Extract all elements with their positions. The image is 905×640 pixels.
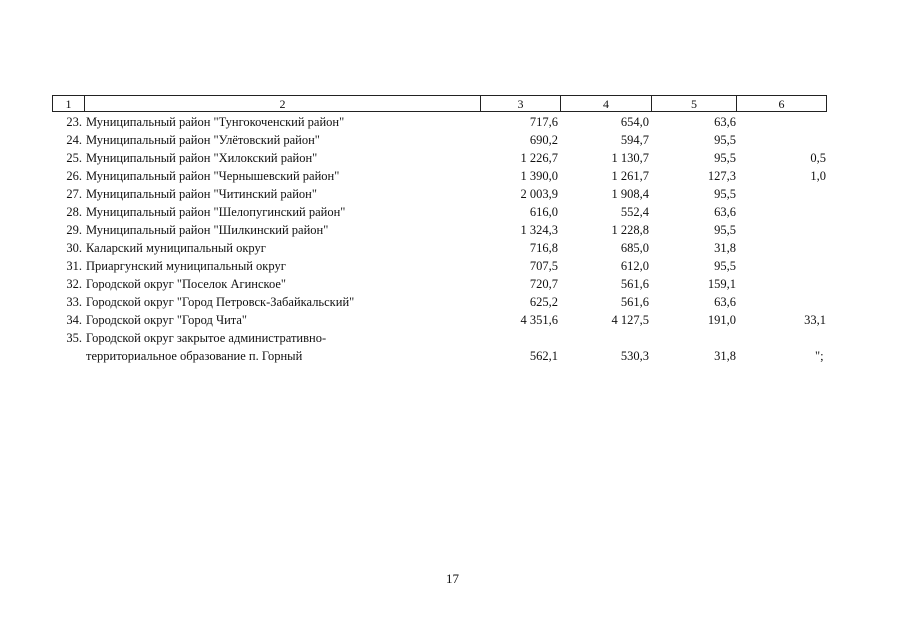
table-row [52, 167, 852, 185]
row-name: Городской округ "Поселок Агинское" [86, 277, 287, 291]
row-number: 34. [66, 313, 82, 327]
header-col-3: 3 [480, 95, 560, 112]
row-col-4: 1 908,4 [611, 187, 649, 201]
row-col-6: 1,0 [810, 169, 826, 183]
row-name: Муниципальный район "Чернышевский район" [86, 169, 340, 183]
row-name: Каларский муниципальный округ [86, 241, 266, 255]
page-number: 17 [446, 571, 459, 586]
header-col-6: 6 [736, 95, 827, 112]
row-number: 25. [66, 151, 82, 165]
row-col-3: 690,2 [529, 133, 558, 147]
row-col-5: 95,5 [714, 187, 736, 201]
row-col-3: 625,2 [529, 295, 558, 309]
row-name: Муниципальный район "Шелопугинский район" [86, 205, 346, 219]
row-number: 32. [66, 277, 82, 291]
row-name-line-1: Городской округ закрытое административно- [86, 331, 327, 345]
table-row [52, 275, 852, 293]
table-row [52, 221, 852, 239]
row-col-6: 0,5 [810, 151, 826, 165]
row-name: Муниципальный район "Шилкинский район" [86, 223, 329, 237]
row-name: Муниципальный район "Тунгокоченский район" [86, 115, 345, 129]
table-row [52, 203, 852, 221]
row-col-5: 31,8 [714, 349, 736, 363]
header-col-1: 1 [52, 95, 84, 112]
row-col-4: 561,6 [620, 295, 649, 309]
table-row [52, 113, 852, 131]
table-row [52, 293, 852, 311]
header-col-2: 2 [84, 95, 480, 112]
row-col-4: 612,0 [620, 259, 649, 273]
row-col-5: 95,5 [714, 151, 736, 165]
row-name-line-2: территориальное образование п. Горный [86, 349, 303, 363]
table-row [52, 257, 852, 275]
row-number: 28. [66, 205, 82, 219]
row-col-5: 127,3 [707, 169, 736, 183]
row-col-5: 63,6 [714, 115, 736, 129]
row-col-4: 654,0 [620, 115, 649, 129]
row-col-3: 616,0 [529, 205, 558, 219]
row-number: 27. [66, 187, 82, 201]
row-number: 33. [66, 295, 82, 309]
table-row [52, 149, 852, 167]
row-col-3: 720,7 [529, 277, 558, 291]
table-body [52, 113, 852, 365]
row-col-5: 63,6 [714, 205, 736, 219]
row-number: 29. [66, 223, 82, 237]
header-col-5: 5 [651, 95, 736, 112]
row-col-3: 562,1 [529, 349, 558, 363]
row-col-5: 95,5 [714, 259, 736, 273]
closing-quote-mark: "; [815, 349, 824, 363]
row-name: Муниципальный район "Хилокский район" [86, 151, 318, 165]
row-col-4: 1 228,8 [611, 223, 649, 237]
table-row [52, 185, 852, 203]
row-col-4: 4 127,5 [611, 313, 649, 327]
row-col-4: 1 261,7 [611, 169, 649, 183]
row-number: 26. [66, 169, 82, 183]
row-col-4: 552,4 [620, 205, 649, 219]
row-number: 35. [66, 331, 82, 345]
row-col-3: 2 003,9 [520, 187, 558, 201]
row-col-3: 716,8 [529, 241, 558, 255]
row-col-4: 1 130,7 [611, 151, 649, 165]
row-col-5: 31,8 [714, 241, 736, 255]
table-row [52, 131, 852, 149]
row-col-5: 95,5 [714, 223, 736, 237]
row-col-5: 95,5 [714, 133, 736, 147]
table-row [52, 311, 852, 329]
row-col-3: 717,6 [529, 115, 558, 129]
row-name: Приаргунский муниципальный округ [86, 259, 286, 273]
row-col-3: 1 324,3 [520, 223, 558, 237]
row-name: Городской округ "Город Чита" [86, 313, 248, 327]
row-col-5: 191,0 [707, 313, 736, 327]
row-number: 23. [66, 115, 82, 129]
table-row [52, 329, 852, 365]
row-col-4: 685,0 [620, 241, 649, 255]
table-row [52, 239, 852, 257]
row-number: 31. [66, 259, 82, 273]
row-col-3: 1 226,7 [520, 151, 558, 165]
row-number: 30. [66, 241, 82, 255]
table-header-row [52, 95, 827, 112]
row-number: 24. [66, 133, 82, 147]
row-col-3: 4 351,6 [520, 313, 558, 327]
row-col-5: 159,1 [707, 277, 736, 291]
row-col-5: 63,6 [714, 295, 736, 309]
header-col-4: 4 [560, 95, 651, 112]
row-col-4: 530,3 [620, 349, 649, 363]
row-col-4: 594,7 [620, 133, 649, 147]
row-name [86, 329, 481, 365]
row-name: Городской округ "Город Петровск-Забайкальский" [86, 295, 355, 309]
row-col-4: 561,6 [620, 277, 649, 291]
row-name: Муниципальный район "Читинский район" [86, 187, 317, 201]
row-col-6: 33,1 [804, 313, 826, 327]
row-col-3: 1 390,0 [520, 169, 558, 183]
row-col-3: 707,5 [529, 259, 558, 273]
row-name: Муниципальный район "Улётовский район" [86, 133, 320, 147]
